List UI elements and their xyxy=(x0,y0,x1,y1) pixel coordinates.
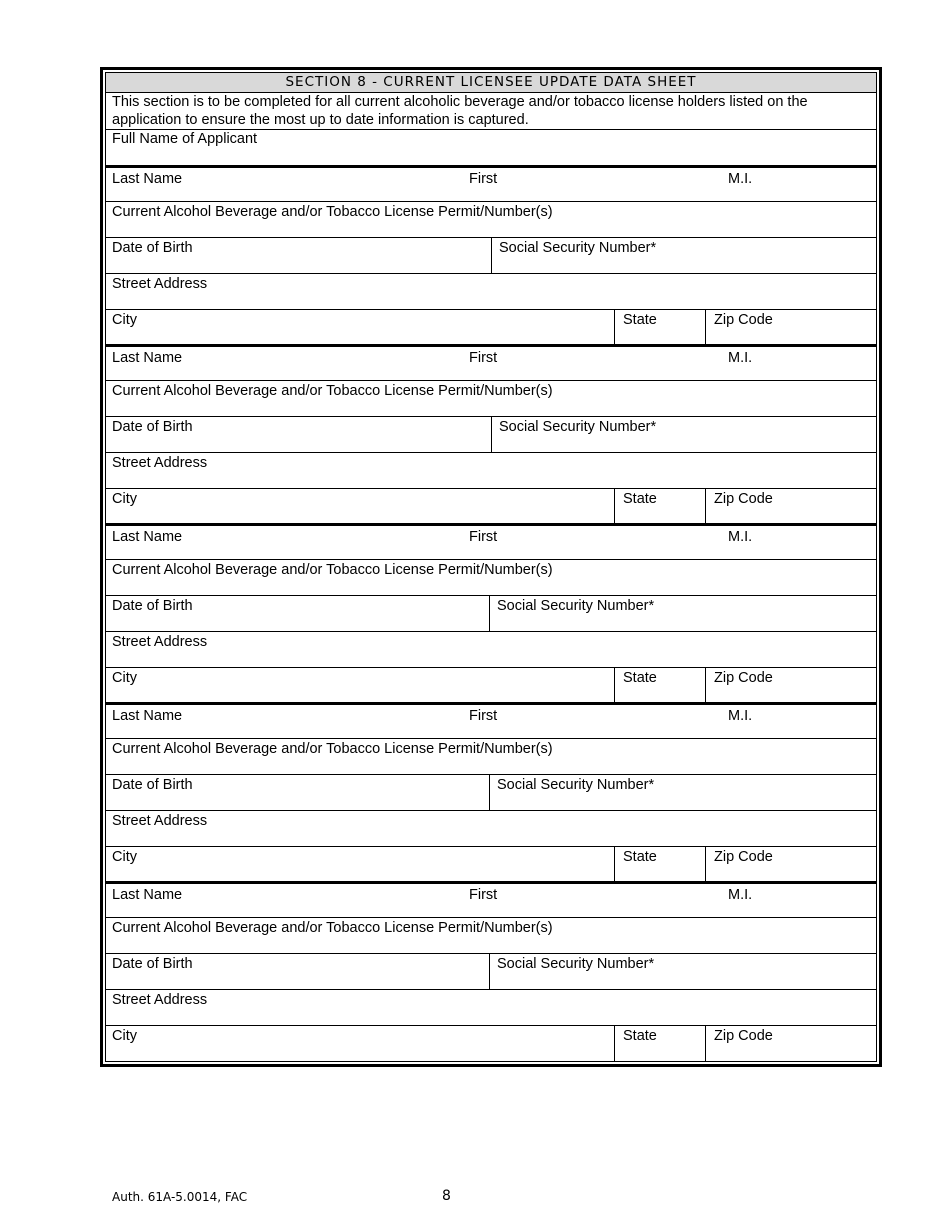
zip-code-label: Zip Code xyxy=(714,491,773,507)
date-of-birth-label: Date of Birth xyxy=(112,419,193,435)
first-name-label: First xyxy=(469,887,498,903)
first-name-field-4[interactable] xyxy=(466,705,726,737)
first-name-label: First xyxy=(469,529,498,545)
street-address-field-2[interactable] xyxy=(106,453,876,488)
city-label: City xyxy=(112,1028,137,1044)
ssn-label: Social Security Number* xyxy=(499,419,657,435)
full-name-of-applicant-label: Full Name of Applicant xyxy=(112,131,258,147)
first-name-field-2[interactable] xyxy=(466,347,726,379)
middle-initial-label: M.I. xyxy=(728,887,753,903)
first-name-field-1[interactable] xyxy=(466,168,726,200)
first-name-field-3[interactable] xyxy=(466,526,726,558)
license-number-label: Current Alcohol Beverage and/or Tobacco License Permit/Number(s) xyxy=(112,562,553,578)
ssn-label: Social Security Number* xyxy=(499,240,657,256)
zip-code-label: Zip Code xyxy=(714,670,773,686)
street-address-label: Street Address xyxy=(112,813,208,829)
license-number-label: Current Alcohol Beverage and/or Tobacco License Permit/Number(s) xyxy=(112,920,553,936)
full-name-of-applicant-field[interactable] xyxy=(106,129,876,166)
city-label: City xyxy=(112,312,137,328)
footer-authority: Auth. 61A-5.0014, FAC xyxy=(112,1190,248,1204)
middle-initial-label: M.I. xyxy=(728,350,753,366)
ssn-label: Social Security Number* xyxy=(497,598,655,614)
city-label: City xyxy=(112,670,137,686)
street-address-field-5[interactable] xyxy=(106,990,876,1025)
section-8-form xyxy=(105,72,877,1062)
date-of-birth-label: Date of Birth xyxy=(112,956,193,972)
street-address-field-3[interactable] xyxy=(106,632,876,667)
state-label: State xyxy=(623,491,657,507)
last-name-label: Last Name xyxy=(112,529,183,545)
first-name-field-5[interactable] xyxy=(466,884,726,916)
street-address-field-4[interactable] xyxy=(106,811,876,846)
middle-initial-label: M.I. xyxy=(728,529,753,545)
street-address-field-1[interactable] xyxy=(106,274,876,309)
zip-code-label: Zip Code xyxy=(714,849,773,865)
state-label: State xyxy=(623,670,657,686)
state-label: State xyxy=(623,849,657,865)
first-name-label: First xyxy=(469,708,498,724)
license-number-label: Current Alcohol Beverage and/or Tobacco License Permit/Number(s) xyxy=(112,741,553,757)
page-number: 8 xyxy=(442,1188,451,1204)
city-field-2[interactable] xyxy=(106,489,614,524)
state-label: State xyxy=(623,312,657,328)
date-of-birth-label: Date of Birth xyxy=(112,240,193,256)
last-name-label: Last Name xyxy=(112,887,183,903)
city-label: City xyxy=(112,849,137,865)
zip-code-label: Zip Code xyxy=(714,1028,773,1044)
city-field-3[interactable] xyxy=(106,668,614,703)
street-address-label: Street Address xyxy=(112,276,208,292)
section-instructions: This section is to be completed for all current alcoholic beverage and/or tobacco license holders listed on the application to ensure the most up to date information is captured. xyxy=(112,94,808,128)
city-label: City xyxy=(112,491,137,507)
middle-initial-label: M.I. xyxy=(728,171,753,187)
last-name-label: Last Name xyxy=(112,708,183,724)
city-field-5[interactable] xyxy=(106,1026,614,1061)
street-address-label: Street Address xyxy=(112,455,208,471)
street-address-label: Street Address xyxy=(112,634,208,650)
date-of-birth-label: Date of Birth xyxy=(112,777,193,793)
last-name-label: Last Name xyxy=(112,350,183,366)
first-name-label: First xyxy=(469,171,498,187)
license-number-label: Current Alcohol Beverage and/or Tobacco License Permit/Number(s) xyxy=(112,204,553,220)
city-field-1[interactable] xyxy=(106,310,614,345)
ssn-label: Social Security Number* xyxy=(497,777,655,793)
ssn-label: Social Security Number* xyxy=(497,956,655,972)
state-label: State xyxy=(623,1028,657,1044)
zip-code-label: Zip Code xyxy=(714,312,773,328)
street-address-label: Street Address xyxy=(112,992,208,1008)
last-name-label: Last Name xyxy=(112,171,183,187)
license-number-label: Current Alcohol Beverage and/or Tobacco License Permit/Number(s) xyxy=(112,383,553,399)
section-title: SECTION 8 - CURRENT LICENSEE UPDATE DATA SHEET xyxy=(106,73,876,93)
date-of-birth-label: Date of Birth xyxy=(112,598,193,614)
middle-initial-label: M.I. xyxy=(728,708,753,724)
city-field-4[interactable] xyxy=(106,847,614,882)
first-name-label: First xyxy=(469,350,498,366)
